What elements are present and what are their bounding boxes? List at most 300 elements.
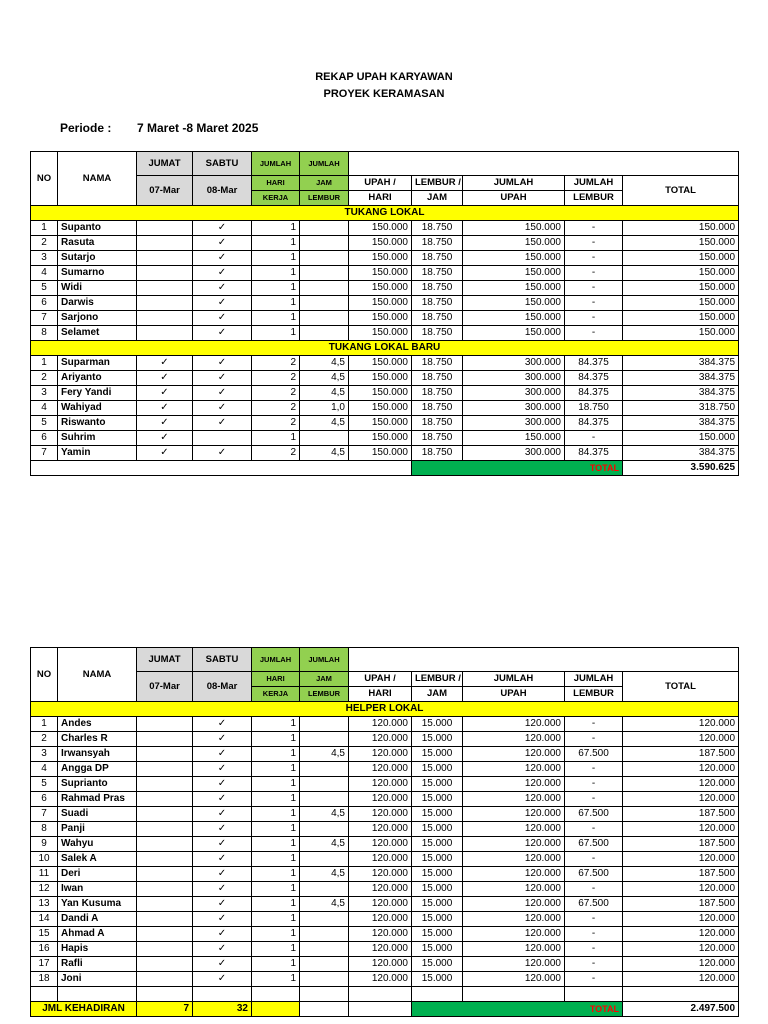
row-upah-hari: 150.000 bbox=[349, 446, 412, 461]
table-row bbox=[31, 897, 739, 912]
row-hari-kerja: 1 bbox=[252, 281, 300, 296]
row-no: 3 bbox=[31, 747, 58, 762]
row-total: 318.750 bbox=[623, 401, 739, 416]
table-row bbox=[31, 867, 739, 882]
row-upah-hari: 120.000 bbox=[349, 717, 412, 732]
row-upah-hari: 150.000 bbox=[349, 236, 412, 251]
row-upah-hari: 150.000 bbox=[349, 401, 412, 416]
row-lembur-jam: 18.750 bbox=[412, 221, 463, 236]
row-upah-hari: 120.000 bbox=[349, 927, 412, 942]
row-total: 120.000 bbox=[623, 882, 739, 897]
row-jumlah-lembur: - bbox=[565, 717, 623, 732]
row-jumlah-upah: 300.000 bbox=[463, 371, 565, 386]
row-sabtu-check: ✓ bbox=[193, 942, 252, 957]
row-jumlah-upah: 120.000 bbox=[463, 882, 565, 897]
row-sabtu-check: ✓ bbox=[193, 717, 252, 732]
row-total: 384.375 bbox=[623, 371, 739, 386]
row-hari-kerja: 1 bbox=[252, 762, 300, 777]
row-jumat-check: ✓ bbox=[137, 416, 193, 431]
header-kerja: KERJA bbox=[252, 191, 300, 206]
row-jam-lembur: 4,5 bbox=[300, 747, 349, 762]
table-row bbox=[31, 416, 739, 431]
row-upah-hari: 150.000 bbox=[349, 221, 412, 236]
row-jumlah-upah: 120.000 bbox=[463, 762, 565, 777]
row-jam-lembur bbox=[300, 882, 349, 897]
row-total: 150.000 bbox=[623, 221, 739, 236]
row-lembur-jam: 18.750 bbox=[412, 251, 463, 266]
row-sabtu-check: ✓ bbox=[193, 852, 252, 867]
section-title: TUKANG LOKAL bbox=[31, 206, 739, 221]
row-jam-lembur: 1,0 bbox=[300, 401, 349, 416]
row-sabtu-check: ✓ bbox=[193, 822, 252, 837]
row-sabtu-check: ✓ bbox=[193, 762, 252, 777]
periode-label: Periode : bbox=[60, 121, 112, 135]
row-jumlah-upah: 120.000 bbox=[463, 807, 565, 822]
row-jumat-check: ✓ bbox=[137, 371, 193, 386]
header-jumlah-lembur: JUMLAH bbox=[565, 672, 623, 687]
table-row bbox=[31, 431, 739, 446]
row-jumat-check bbox=[137, 792, 193, 807]
row-lembur-jam: 15.000 bbox=[412, 822, 463, 837]
row-jumlah-upah: 150.000 bbox=[463, 296, 565, 311]
row-jumlah-upah: 150.000 bbox=[463, 326, 565, 341]
row-nama: Suprianto bbox=[58, 777, 137, 792]
table-row bbox=[31, 912, 739, 927]
row-lembur-jam: 18.750 bbox=[412, 356, 463, 371]
row-nama: Sutarjo bbox=[58, 251, 137, 266]
row-jam-lembur: 4,5 bbox=[300, 386, 349, 401]
row-nama: Suparman bbox=[58, 356, 137, 371]
row-jumlah-upah: 120.000 bbox=[463, 717, 565, 732]
row-jumlah-upah: 120.000 bbox=[463, 867, 565, 882]
row-jam-lembur bbox=[300, 822, 349, 837]
row-nama: Rafli bbox=[58, 957, 137, 972]
row-no: 7 bbox=[31, 446, 58, 461]
row-jam-lembur bbox=[300, 927, 349, 942]
row-sabtu-check: ✓ bbox=[193, 867, 252, 882]
row-nama: Ariyanto bbox=[58, 371, 137, 386]
table-row bbox=[31, 401, 739, 416]
table-row bbox=[31, 777, 739, 792]
header-jumlah-upah: JUMLAH bbox=[463, 176, 565, 191]
section-header-row bbox=[31, 341, 739, 356]
header-sabtu: SABTU bbox=[193, 648, 252, 672]
row-jumlah-lembur: - bbox=[565, 281, 623, 296]
row-sabtu-check: ✓ bbox=[193, 837, 252, 852]
header-lembur2: LEMBUR bbox=[565, 191, 623, 206]
row-jumat-check bbox=[137, 852, 193, 867]
row-jumat-check bbox=[137, 236, 193, 251]
row-jumat-check: ✓ bbox=[137, 386, 193, 401]
row-jam-lembur bbox=[300, 311, 349, 326]
row-nama: Yamin bbox=[58, 446, 137, 461]
row-jumat-check bbox=[137, 221, 193, 236]
row-total: 120.000 bbox=[623, 927, 739, 942]
row-jumat-check bbox=[137, 747, 193, 762]
table-row bbox=[31, 446, 739, 461]
row-sabtu-check: ✓ bbox=[193, 807, 252, 822]
table-row bbox=[31, 792, 739, 807]
row-hari-kerja: 1 bbox=[252, 837, 300, 852]
row-total: 150.000 bbox=[623, 266, 739, 281]
row-total: 120.000 bbox=[623, 972, 739, 987]
header-lembur2: LEMBUR bbox=[565, 687, 623, 702]
row-jumlah-lembur: - bbox=[565, 852, 623, 867]
row-sabtu-check: ✓ bbox=[193, 266, 252, 281]
row-jumlah-lembur: - bbox=[565, 296, 623, 311]
row-total: 120.000 bbox=[623, 732, 739, 747]
header-lembur-jam: LEMBUR bbox=[300, 191, 349, 206]
table-row bbox=[31, 717, 739, 732]
row-jam-lembur bbox=[300, 236, 349, 251]
row-no: 3 bbox=[31, 251, 58, 266]
table-row bbox=[31, 356, 739, 371]
row-hari-kerja: 1 bbox=[252, 221, 300, 236]
row-upah-hari: 150.000 bbox=[349, 311, 412, 326]
row-total: 150.000 bbox=[623, 326, 739, 341]
row-nama: Dandi A bbox=[58, 912, 137, 927]
header-jam2: JAM bbox=[412, 687, 463, 702]
row-no: 16 bbox=[31, 942, 58, 957]
row-total: 120.000 bbox=[623, 762, 739, 777]
row-jumlah-upah: 120.000 bbox=[463, 852, 565, 867]
row-sabtu-check: ✓ bbox=[193, 882, 252, 897]
header-date-sabtu: 08-Mar bbox=[193, 176, 252, 206]
row-jumlah-lembur: - bbox=[565, 942, 623, 957]
row-no: 8 bbox=[31, 822, 58, 837]
section-header-row bbox=[31, 702, 739, 717]
row-jam-lembur bbox=[300, 762, 349, 777]
table-row bbox=[31, 266, 739, 281]
row-no: 2 bbox=[31, 371, 58, 386]
row-lembur-jam: 15.000 bbox=[412, 852, 463, 867]
total-value: 2.497.500 bbox=[623, 1002, 739, 1017]
row-jumlah-upah: 120.000 bbox=[463, 972, 565, 987]
row-jam-lembur bbox=[300, 266, 349, 281]
row-hari-kerja: 1 bbox=[252, 867, 300, 882]
row-jam-lembur bbox=[300, 972, 349, 987]
row-total: 384.375 bbox=[623, 416, 739, 431]
table-row bbox=[31, 807, 739, 822]
row-nama: Irwansyah bbox=[58, 747, 137, 762]
row-jumat-check bbox=[137, 281, 193, 296]
row-sabtu-check: ✓ bbox=[193, 777, 252, 792]
row-jumlah-upah: 150.000 bbox=[463, 431, 565, 446]
header-total: TOTAL bbox=[623, 672, 739, 702]
table-row bbox=[31, 837, 739, 852]
row-jumlah-lembur: 67.500 bbox=[565, 747, 623, 762]
row-jumlah-lembur: - bbox=[565, 777, 623, 792]
row-no: 18 bbox=[31, 972, 58, 987]
row-nama: Joni bbox=[58, 972, 137, 987]
row-jumlah-lembur: 84.375 bbox=[565, 416, 623, 431]
row-upah-hari: 120.000 bbox=[349, 747, 412, 762]
row-no: 6 bbox=[31, 296, 58, 311]
table-row bbox=[31, 882, 739, 897]
spacer-row bbox=[31, 987, 739, 1002]
row-upah-hari: 120.000 bbox=[349, 882, 412, 897]
jml-kehadiran-label: JML KEHADIRAN bbox=[31, 1002, 137, 1017]
row-lembur-jam: 15.000 bbox=[412, 777, 463, 792]
row-upah-hari: 150.000 bbox=[349, 431, 412, 446]
row-jam-lembur bbox=[300, 777, 349, 792]
row-sabtu-check: ✓ bbox=[193, 446, 252, 461]
row-nama: Angga DP bbox=[58, 762, 137, 777]
row-nama: Yan Kusuma bbox=[58, 897, 137, 912]
row-jumlah-lembur: 67.500 bbox=[565, 807, 623, 822]
row-sabtu-check: ✓ bbox=[193, 281, 252, 296]
row-no: 1 bbox=[31, 221, 58, 236]
row-jumlah-upah: 120.000 bbox=[463, 732, 565, 747]
row-upah-hari: 150.000 bbox=[349, 356, 412, 371]
row-upah-hari: 120.000 bbox=[349, 732, 412, 747]
row-lembur-jam: 15.000 bbox=[412, 912, 463, 927]
row-jam-lembur bbox=[300, 251, 349, 266]
row-jumlah-lembur: - bbox=[565, 221, 623, 236]
row-nama: Suhrim bbox=[58, 431, 137, 446]
section-title: TUKANG LOKAL BARU bbox=[31, 341, 739, 356]
row-nama: Deri bbox=[58, 867, 137, 882]
header-no: NO bbox=[31, 648, 58, 702]
row-lembur-jam: 18.750 bbox=[412, 266, 463, 281]
row-nama: Supanto bbox=[58, 221, 137, 236]
row-jumlah-upah: 120.000 bbox=[463, 957, 565, 972]
row-jumlah-upah: 120.000 bbox=[463, 792, 565, 807]
row-jumlah-lembur: - bbox=[565, 266, 623, 281]
row-hari-kerja: 2 bbox=[252, 446, 300, 461]
row-hari-kerja: 1 bbox=[252, 777, 300, 792]
row-no: 15 bbox=[31, 927, 58, 942]
row-jumat-check bbox=[137, 762, 193, 777]
row-nama: Charles R bbox=[58, 732, 137, 747]
row-hari-kerja: 1 bbox=[252, 236, 300, 251]
row-lembur-jam: 15.000 bbox=[412, 957, 463, 972]
row-jumat-check bbox=[137, 882, 193, 897]
row-jumlah-upah: 150.000 bbox=[463, 266, 565, 281]
row-lembur-jam: 18.750 bbox=[412, 371, 463, 386]
section-title: HELPER LOKAL bbox=[31, 702, 739, 717]
table-row bbox=[31, 747, 739, 762]
row-lembur-jam: 18.750 bbox=[412, 416, 463, 431]
row-hari-kerja: 1 bbox=[252, 326, 300, 341]
row-upah-hari: 150.000 bbox=[349, 281, 412, 296]
row-total: 120.000 bbox=[623, 942, 739, 957]
row-lembur-jam: 15.000 bbox=[412, 942, 463, 957]
table-row bbox=[31, 942, 739, 957]
row-total: 384.375 bbox=[623, 356, 739, 371]
row-jumlah-lembur: - bbox=[565, 957, 623, 972]
header-upah: UPAH / bbox=[349, 672, 412, 687]
row-sabtu-check: ✓ bbox=[193, 972, 252, 987]
row-hari-kerja: 1 bbox=[252, 822, 300, 837]
project-title: PROYEK KERAMASAN bbox=[323, 88, 445, 100]
row-sabtu-check: ✓ bbox=[193, 401, 252, 416]
row-jam-lembur bbox=[300, 792, 349, 807]
row-jumat-check bbox=[137, 266, 193, 281]
row-no: 9 bbox=[31, 837, 58, 852]
row-total: 187.500 bbox=[623, 837, 739, 852]
row-no: 5 bbox=[31, 281, 58, 296]
row-jumlah-lembur: 84.375 bbox=[565, 386, 623, 401]
row-jumlah-lembur: - bbox=[565, 972, 623, 987]
row-jumlah-lembur: - bbox=[565, 251, 623, 266]
row-jumat-check bbox=[137, 867, 193, 882]
row-jumat-check bbox=[137, 912, 193, 927]
total-row bbox=[31, 461, 739, 476]
header-jumlah-lembur: JUMLAH bbox=[565, 176, 623, 191]
row-nama: Iwan bbox=[58, 882, 137, 897]
row-lembur-jam: 15.000 bbox=[412, 807, 463, 822]
row-no: 4 bbox=[31, 401, 58, 416]
row-jam-lembur bbox=[300, 942, 349, 957]
row-jumlah-upah: 300.000 bbox=[463, 446, 565, 461]
row-jumat-check bbox=[137, 897, 193, 912]
row-no: 6 bbox=[31, 431, 58, 446]
row-upah-hari: 120.000 bbox=[349, 837, 412, 852]
table-row bbox=[31, 762, 739, 777]
header-jumlah-hari: JUMLAH bbox=[252, 152, 300, 176]
row-jumat-check: ✓ bbox=[137, 401, 193, 416]
row-jam-lembur: 4,5 bbox=[300, 897, 349, 912]
row-hari-kerja: 2 bbox=[252, 371, 300, 386]
row-nama: Sarjono bbox=[58, 311, 137, 326]
header-jam: JAM bbox=[300, 672, 349, 687]
row-jumlah-upah: 300.000 bbox=[463, 356, 565, 371]
table-row bbox=[31, 281, 739, 296]
table-row bbox=[31, 296, 739, 311]
row-hari-kerja: 1 bbox=[252, 882, 300, 897]
row-nama: Widi bbox=[58, 281, 137, 296]
row-jumlah-upah: 150.000 bbox=[463, 251, 565, 266]
row-jumat-check bbox=[137, 777, 193, 792]
row-upah-hari: 150.000 bbox=[349, 326, 412, 341]
header-kerja: KERJA bbox=[252, 687, 300, 702]
row-jam-lembur bbox=[300, 732, 349, 747]
row-upah-hari: 120.000 bbox=[349, 807, 412, 822]
row-jumat-check: ✓ bbox=[137, 446, 193, 461]
row-lembur-jam: 15.000 bbox=[412, 867, 463, 882]
header-upah2: UPAH bbox=[463, 191, 565, 206]
jml-jumat: 7 bbox=[137, 1002, 193, 1017]
row-hari-kerja: 1 bbox=[252, 732, 300, 747]
row-hari-kerja: 1 bbox=[252, 431, 300, 446]
row-total: 120.000 bbox=[623, 852, 739, 867]
row-lembur-jam: 18.750 bbox=[412, 311, 463, 326]
periode-value: 7 Maret -8 Maret 2025 bbox=[137, 121, 259, 135]
row-jam-lembur bbox=[300, 221, 349, 236]
row-sabtu-check: ✓ bbox=[193, 371, 252, 386]
row-lembur-jam: 15.000 bbox=[412, 762, 463, 777]
header-jumlah-jam: JUMLAH bbox=[300, 152, 349, 176]
row-jam-lembur: 4,5 bbox=[300, 446, 349, 461]
row-jam-lembur bbox=[300, 717, 349, 732]
header-jam: JAM bbox=[300, 176, 349, 191]
row-jumlah-upah: 120.000 bbox=[463, 837, 565, 852]
row-no: 7 bbox=[31, 311, 58, 326]
row-sabtu-check: ✓ bbox=[193, 912, 252, 927]
row-lembur-jam: 18.750 bbox=[412, 296, 463, 311]
row-no: 11 bbox=[31, 867, 58, 882]
header-jam2: JAM bbox=[412, 191, 463, 206]
row-total: 150.000 bbox=[623, 251, 739, 266]
row-no: 6 bbox=[31, 792, 58, 807]
header-hari: HARI bbox=[252, 672, 300, 687]
row-jam-lembur bbox=[300, 957, 349, 972]
row-hari-kerja: 1 bbox=[252, 296, 300, 311]
row-lembur-jam: 15.000 bbox=[412, 927, 463, 942]
row-jumlah-lembur: 67.500 bbox=[565, 867, 623, 882]
row-jumat-check: ✓ bbox=[137, 431, 193, 446]
row-hari-kerja: 2 bbox=[252, 416, 300, 431]
row-sabtu-check: ✓ bbox=[193, 416, 252, 431]
row-upah-hari: 120.000 bbox=[349, 972, 412, 987]
table-row bbox=[31, 311, 739, 326]
row-no: 7 bbox=[31, 807, 58, 822]
row-sabtu-check: ✓ bbox=[193, 236, 252, 251]
row-nama: Wahiyad bbox=[58, 401, 137, 416]
row-nama: Salek A bbox=[58, 852, 137, 867]
row-total: 384.375 bbox=[623, 446, 739, 461]
row-no: 12 bbox=[31, 882, 58, 897]
row-nama: Suadi bbox=[58, 807, 137, 822]
row-jam-lembur bbox=[300, 852, 349, 867]
row-upah-hari: 150.000 bbox=[349, 416, 412, 431]
header-lembur: LEMBUR / bbox=[412, 176, 463, 191]
row-upah-hari: 150.000 bbox=[349, 386, 412, 401]
row-nama: Rahmad Pras bbox=[58, 792, 137, 807]
row-total: 150.000 bbox=[623, 311, 739, 326]
row-upah-hari: 150.000 bbox=[349, 251, 412, 266]
row-lembur-jam: 15.000 bbox=[412, 717, 463, 732]
row-total: 150.000 bbox=[623, 431, 739, 446]
row-sabtu-check: ✓ bbox=[193, 957, 252, 972]
row-jumlah-upah: 150.000 bbox=[463, 236, 565, 251]
row-sabtu-check: ✓ bbox=[193, 732, 252, 747]
row-hari-kerja: 1 bbox=[252, 912, 300, 927]
row-lembur-jam: 15.000 bbox=[412, 897, 463, 912]
row-hari-kerja: 1 bbox=[252, 942, 300, 957]
row-nama: Fery Yandi bbox=[58, 386, 137, 401]
row-jumlah-lembur: 67.500 bbox=[565, 837, 623, 852]
row-hari-kerja: 2 bbox=[252, 401, 300, 416]
row-jam-lembur: 4,5 bbox=[300, 356, 349, 371]
row-jam-lembur: 4,5 bbox=[300, 371, 349, 386]
row-hari-kerja: 1 bbox=[252, 747, 300, 762]
row-upah-hari: 120.000 bbox=[349, 822, 412, 837]
table-row bbox=[31, 236, 739, 251]
row-hari-kerja: 2 bbox=[252, 356, 300, 371]
row-jam-lembur: 4,5 bbox=[300, 837, 349, 852]
row-jumat-check bbox=[137, 311, 193, 326]
row-no: 4 bbox=[31, 266, 58, 281]
row-total: 120.000 bbox=[623, 822, 739, 837]
header-jumlah-jam: JUMLAH bbox=[300, 648, 349, 672]
row-total: 150.000 bbox=[623, 296, 739, 311]
row-upah-hari: 120.000 bbox=[349, 762, 412, 777]
row-lembur-jam: 15.000 bbox=[412, 972, 463, 987]
row-jumlah-lembur: - bbox=[565, 762, 623, 777]
row-jumlah-lembur: - bbox=[565, 882, 623, 897]
row-jumlah-upah: 120.000 bbox=[463, 777, 565, 792]
row-total: 187.500 bbox=[623, 747, 739, 762]
header-blank bbox=[349, 648, 739, 672]
row-jumlah-upah: 300.000 bbox=[463, 401, 565, 416]
row-upah-hari: 120.000 bbox=[349, 867, 412, 882]
row-upah-hari: 120.000 bbox=[349, 792, 412, 807]
row-jumat-check bbox=[137, 942, 193, 957]
row-nama: Hapis bbox=[58, 942, 137, 957]
row-hari-kerja: 1 bbox=[252, 251, 300, 266]
